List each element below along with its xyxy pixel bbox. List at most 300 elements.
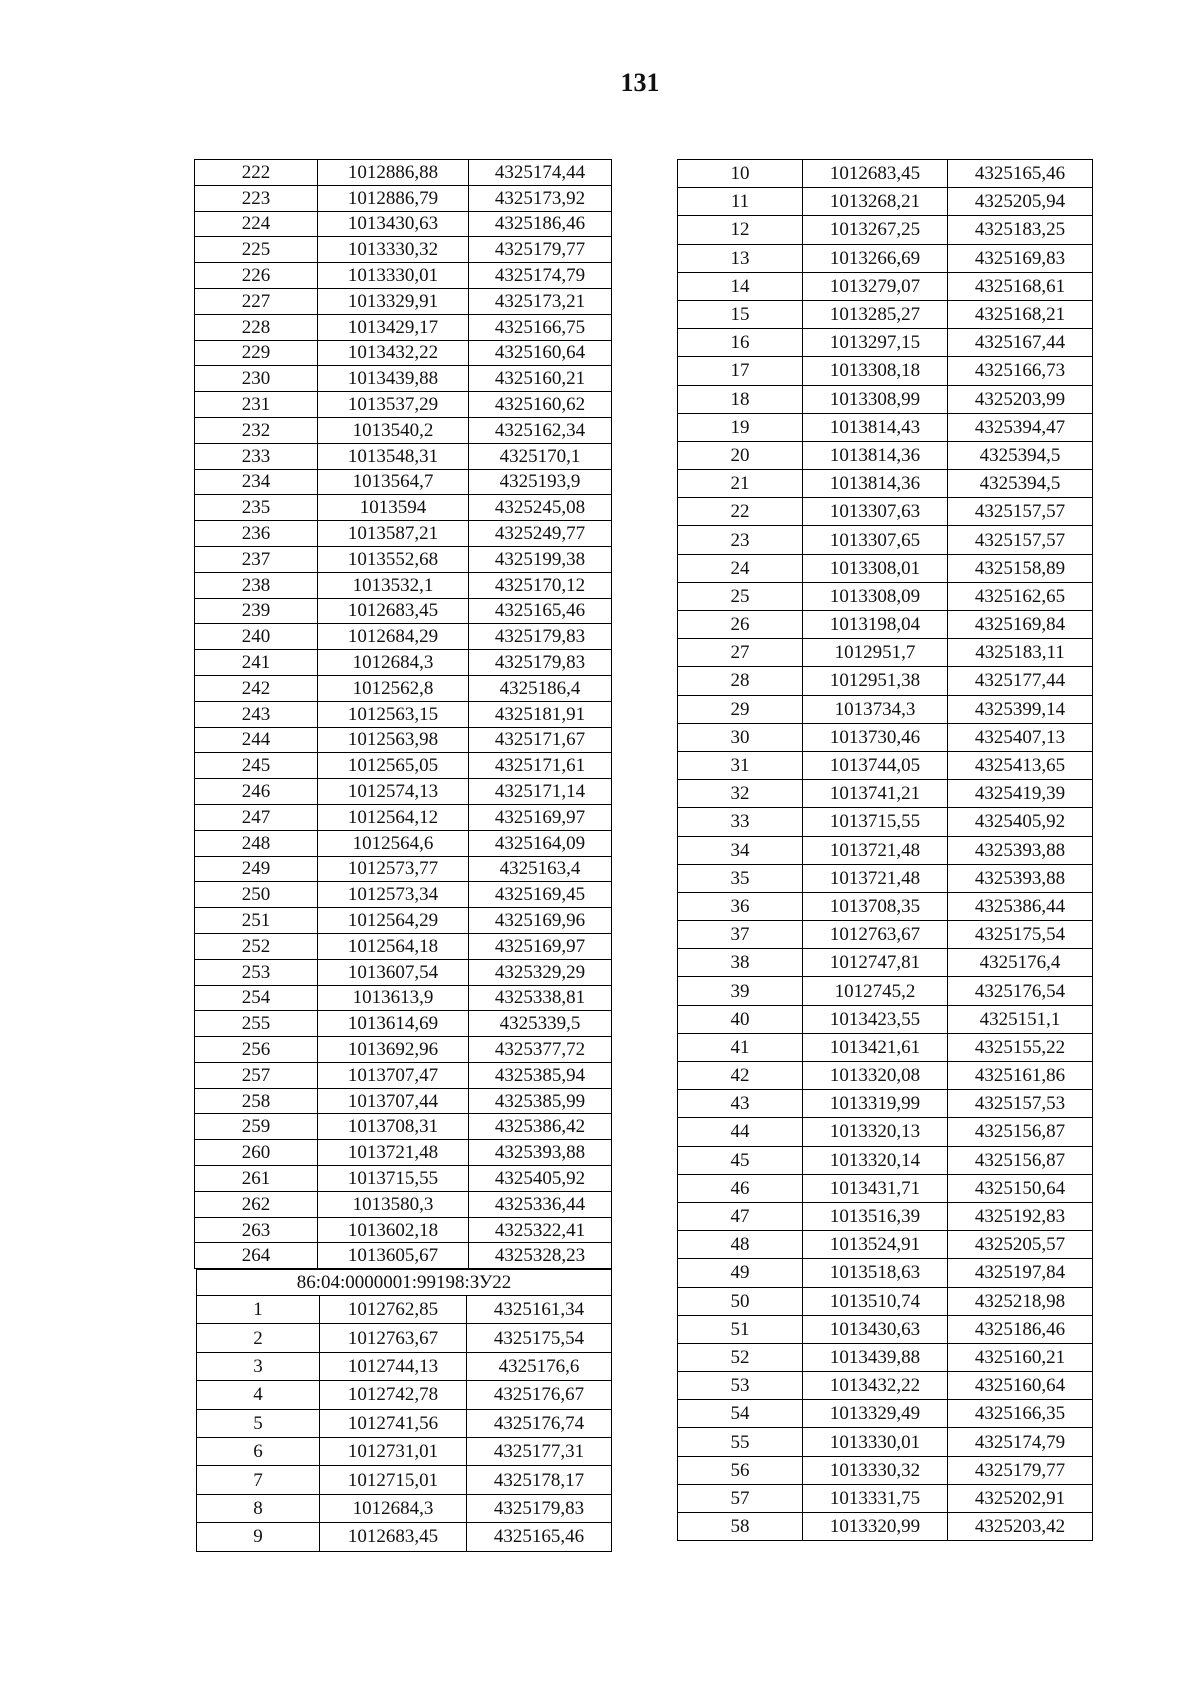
- table-row: [195, 933, 612, 959]
- point-number-cell: 19: [678, 413, 803, 441]
- y-coordinate-cell: 4325177,44: [948, 667, 1093, 695]
- table-row: [678, 272, 1093, 300]
- y-coordinate-cell: 4325171,14: [469, 779, 612, 805]
- table-row: [678, 160, 1093, 188]
- table-row: [678, 1146, 1093, 1174]
- y-coordinate-cell: 4325168,61: [948, 272, 1093, 300]
- y-coordinate-cell: 4325386,44: [948, 892, 1093, 920]
- y-coordinate-cell: 4325174,79: [948, 1428, 1093, 1456]
- point-number-cell: 37: [678, 921, 803, 949]
- x-coordinate-cell: 1012951,7: [803, 639, 948, 667]
- table-row: [678, 921, 1093, 949]
- y-coordinate-cell: 4325169,96: [469, 908, 612, 934]
- table-row: [678, 216, 1093, 244]
- x-coordinate-cell: 1013715,55: [803, 808, 948, 836]
- table-row: [678, 1231, 1093, 1259]
- point-number-cell: 51: [678, 1315, 803, 1343]
- table-row: [678, 357, 1093, 385]
- y-coordinate-cell: 4325338,81: [469, 985, 612, 1011]
- table-row: [678, 723, 1093, 751]
- y-coordinate-cell: 4325171,67: [469, 727, 612, 753]
- x-coordinate-cell: 1013430,63: [803, 1315, 948, 1343]
- point-number-cell: 244: [195, 727, 318, 753]
- point-number-cell: 7: [197, 1466, 320, 1494]
- table-row: [678, 864, 1093, 892]
- x-coordinate-cell: 1013421,61: [803, 1033, 948, 1061]
- y-coordinate-cell: 4325158,89: [948, 554, 1093, 582]
- point-number-cell: 245: [195, 753, 318, 779]
- page-number: 131: [620, 68, 660, 97]
- x-coordinate-cell: 1012684,3: [320, 1494, 467, 1522]
- point-number-cell: 57: [678, 1484, 803, 1512]
- point-number-cell: 9: [197, 1523, 320, 1551]
- table-row: [678, 808, 1093, 836]
- y-coordinate-cell: 4325151,1: [948, 1005, 1093, 1033]
- table-row: [678, 1372, 1093, 1400]
- y-coordinate-cell: 4325377,72: [469, 1037, 612, 1063]
- x-coordinate-cell: 1013297,15: [803, 329, 948, 357]
- x-coordinate-cell: 1013430,63: [318, 211, 469, 237]
- y-coordinate-cell: 4325168,21: [948, 300, 1093, 328]
- point-number-cell: 18: [678, 385, 803, 413]
- table-row: [678, 498, 1093, 526]
- x-coordinate-cell: 1013431,71: [803, 1174, 948, 1202]
- table-row: [678, 582, 1093, 610]
- point-number-cell: 41: [678, 1033, 803, 1061]
- point-number-cell: 232: [195, 417, 318, 443]
- point-number-cell: 26: [678, 611, 803, 639]
- y-coordinate-cell: 4325407,13: [948, 723, 1093, 751]
- table-row: [195, 624, 612, 650]
- y-coordinate-cell: 4325169,84: [948, 611, 1093, 639]
- point-number-cell: 242: [195, 675, 318, 701]
- y-coordinate-cell: 4325245,08: [469, 495, 612, 521]
- x-coordinate-cell: 1012684,29: [318, 624, 469, 650]
- x-coordinate-cell: 1013540,2: [318, 417, 469, 443]
- y-coordinate-cell: 4325183,11: [948, 639, 1093, 667]
- point-number-cell: 238: [195, 572, 318, 598]
- x-coordinate-cell: 1012886,88: [318, 160, 469, 186]
- x-coordinate-cell: 1012763,67: [803, 921, 948, 949]
- table-row: [678, 526, 1093, 554]
- point-number-cell: 30: [678, 723, 803, 751]
- y-coordinate-cell: 4325405,92: [948, 808, 1093, 836]
- point-number-cell: 17: [678, 357, 803, 385]
- x-coordinate-cell: 1013564,7: [318, 469, 469, 495]
- table-row: [678, 244, 1093, 272]
- x-coordinate-cell: 1013266,69: [803, 244, 948, 272]
- x-coordinate-cell: 1013319,99: [803, 1090, 948, 1118]
- y-coordinate-cell: 4325165,46: [948, 160, 1093, 188]
- table-row: [197, 1381, 612, 1409]
- point-number-cell: 4: [197, 1381, 320, 1409]
- point-number-cell: 264: [195, 1243, 318, 1269]
- y-coordinate-cell: 4325161,86: [948, 1062, 1093, 1090]
- table-row: [195, 830, 612, 856]
- x-coordinate-cell: 1012564,12: [318, 804, 469, 830]
- x-coordinate-cell: 1013330,32: [803, 1456, 948, 1484]
- y-coordinate-cell: 4325155,22: [948, 1033, 1093, 1061]
- x-coordinate-cell: 1012574,13: [318, 779, 469, 805]
- x-coordinate-cell: 1013516,39: [803, 1202, 948, 1230]
- y-coordinate-cell: 4325175,54: [948, 921, 1093, 949]
- x-coordinate-cell: 1012565,05: [318, 753, 469, 779]
- table-row: [195, 521, 612, 547]
- y-coordinate-cell: 4325322,41: [469, 1217, 612, 1243]
- y-coordinate-cell: 4325328,23: [469, 1243, 612, 1269]
- table-row: [678, 1174, 1093, 1202]
- point-number-cell: 42: [678, 1062, 803, 1090]
- point-number-cell: 263: [195, 1217, 318, 1243]
- point-number-cell: 43: [678, 1090, 803, 1118]
- table-row: [678, 892, 1093, 920]
- point-number-cell: 33: [678, 808, 803, 836]
- table-row: [195, 288, 612, 314]
- x-coordinate-cell: 1013613,9: [318, 985, 469, 1011]
- x-coordinate-cell: 1013707,44: [318, 1088, 469, 1114]
- point-number-cell: 56: [678, 1456, 803, 1484]
- y-coordinate-cell: 4325203,99: [948, 385, 1093, 413]
- table-row: [678, 695, 1093, 723]
- y-coordinate-cell: 4325156,87: [948, 1146, 1093, 1174]
- point-number-cell: 5: [197, 1409, 320, 1437]
- point-number-cell: 251: [195, 908, 318, 934]
- point-number-cell: 12: [678, 216, 803, 244]
- point-number-cell: 228: [195, 314, 318, 340]
- x-coordinate-cell: 1012564,6: [318, 830, 469, 856]
- y-coordinate-cell: 4325179,77: [948, 1456, 1093, 1484]
- table-row: [678, 413, 1093, 441]
- point-number-cell: 248: [195, 830, 318, 856]
- table-row: [678, 1400, 1093, 1428]
- point-number-cell: 10: [678, 160, 803, 188]
- y-coordinate-cell: 4325156,87: [948, 1118, 1093, 1146]
- x-coordinate-cell: 1013331,75: [803, 1484, 948, 1512]
- point-number-cell: 223: [195, 185, 318, 211]
- section-caption: 86:04:0000001:99198:ЗУ22: [196, 1269, 612, 1296]
- table-row: [197, 1494, 612, 1522]
- point-number-cell: 257: [195, 1062, 318, 1088]
- table-row: [197, 1466, 612, 1494]
- x-coordinate-cell: 1013429,17: [318, 314, 469, 340]
- y-coordinate-cell: 4325163,4: [469, 856, 612, 882]
- point-number-cell: 31: [678, 751, 803, 779]
- table-row: [195, 1011, 612, 1037]
- table-row: [195, 495, 612, 521]
- point-number-cell: 38: [678, 949, 803, 977]
- y-coordinate-cell: 4325249,77: [469, 521, 612, 547]
- x-coordinate-cell: 1012731,01: [320, 1437, 467, 1465]
- x-coordinate-cell: 1013730,46: [803, 723, 948, 751]
- y-coordinate-cell: 4325173,21: [469, 288, 612, 314]
- table-row: [195, 1191, 612, 1217]
- y-coordinate-cell: 4325394,5: [948, 470, 1093, 498]
- y-coordinate-cell: 4325178,17: [467, 1466, 612, 1494]
- point-number-cell: 20: [678, 441, 803, 469]
- point-number-cell: 260: [195, 1140, 318, 1166]
- table-row: [195, 598, 612, 624]
- x-coordinate-cell: 1013320,08: [803, 1062, 948, 1090]
- y-coordinate-cell: 4325169,45: [469, 882, 612, 908]
- point-number-cell: 247: [195, 804, 318, 830]
- x-coordinate-cell: 1013268,21: [803, 188, 948, 216]
- y-coordinate-cell: 4325170,1: [469, 443, 612, 469]
- point-number-cell: 237: [195, 546, 318, 572]
- y-coordinate-cell: 4325179,83: [469, 650, 612, 676]
- x-coordinate-cell: 1013285,27: [803, 300, 948, 328]
- point-number-cell: 239: [195, 598, 318, 624]
- x-coordinate-cell: 1013320,14: [803, 1146, 948, 1174]
- x-coordinate-cell: 1013308,09: [803, 582, 948, 610]
- point-number-cell: 45: [678, 1146, 803, 1174]
- coordinates-table-right: [677, 159, 1093, 1541]
- table-row: [195, 314, 612, 340]
- y-coordinate-cell: 4325174,79: [469, 263, 612, 289]
- x-coordinate-cell: 1013721,48: [803, 864, 948, 892]
- table-row: [678, 1287, 1093, 1315]
- y-coordinate-cell: 4325181,91: [469, 701, 612, 727]
- y-coordinate-cell: 4325161,34: [467, 1296, 612, 1324]
- table-row: [678, 639, 1093, 667]
- point-number-cell: 21: [678, 470, 803, 498]
- x-coordinate-cell: 1012563,98: [318, 727, 469, 753]
- point-number-cell: 23: [678, 526, 803, 554]
- point-number-cell: 14: [678, 272, 803, 300]
- y-coordinate-cell: 4325157,57: [948, 526, 1093, 554]
- table-row: [195, 160, 612, 186]
- point-number-cell: 254: [195, 985, 318, 1011]
- point-number-cell: 25: [678, 582, 803, 610]
- x-coordinate-cell: 1013552,68: [318, 546, 469, 572]
- y-coordinate-cell: 4325170,12: [469, 572, 612, 598]
- table-row: [678, 1090, 1093, 1118]
- y-coordinate-cell: 4325176,67: [467, 1381, 612, 1409]
- table-row: [197, 1296, 612, 1324]
- table-row: [195, 675, 612, 701]
- x-coordinate-cell: 1013744,05: [803, 751, 948, 779]
- y-coordinate-cell: 4325171,61: [469, 753, 612, 779]
- x-coordinate-cell: 1013721,48: [318, 1140, 469, 1166]
- table-row: [678, 836, 1093, 864]
- y-coordinate-cell: 4325393,88: [469, 1140, 612, 1166]
- y-coordinate-cell: 4325166,35: [948, 1400, 1093, 1428]
- y-coordinate-cell: 4325205,57: [948, 1231, 1093, 1259]
- y-coordinate-cell: 4325192,83: [948, 1202, 1093, 1230]
- point-number-cell: 6: [197, 1437, 320, 1465]
- table-row: [195, 1217, 612, 1243]
- x-coordinate-cell: 1013707,47: [318, 1062, 469, 1088]
- y-coordinate-cell: 4325399,14: [948, 695, 1093, 723]
- table-row: [195, 392, 612, 418]
- x-coordinate-cell: 1013708,35: [803, 892, 948, 920]
- y-coordinate-cell: 4325393,88: [948, 864, 1093, 892]
- x-coordinate-cell: 1013308,01: [803, 554, 948, 582]
- table-row: [195, 340, 612, 366]
- y-coordinate-cell: 4325164,09: [469, 830, 612, 856]
- table-row: [195, 185, 612, 211]
- y-coordinate-cell: 4325419,39: [948, 780, 1093, 808]
- table-row: [197, 1324, 612, 1352]
- x-coordinate-cell: 1013510,74: [803, 1287, 948, 1315]
- table-row: [195, 650, 612, 676]
- y-coordinate-cell: 4325329,29: [469, 959, 612, 985]
- x-coordinate-cell: 1013614,69: [318, 1011, 469, 1037]
- table-row: [678, 751, 1093, 779]
- x-coordinate-cell: 1013330,32: [318, 237, 469, 263]
- y-coordinate-cell: 4325169,97: [469, 933, 612, 959]
- y-coordinate-cell: 4325339,5: [469, 1011, 612, 1037]
- table-row: [195, 546, 612, 572]
- table-row: [678, 300, 1093, 328]
- y-coordinate-cell: 4325169,97: [469, 804, 612, 830]
- x-coordinate-cell: 1012741,56: [320, 1409, 467, 1437]
- y-coordinate-cell: 4325394,5: [948, 441, 1093, 469]
- y-coordinate-cell: 4325150,64: [948, 1174, 1093, 1202]
- point-number-cell: 262: [195, 1191, 318, 1217]
- x-coordinate-cell: 1012683,45: [318, 598, 469, 624]
- x-coordinate-cell: 1013524,91: [803, 1231, 948, 1259]
- y-coordinate-cell: 4325176,54: [948, 977, 1093, 1005]
- table-row: [678, 1259, 1093, 1287]
- y-coordinate-cell: 4325166,75: [469, 314, 612, 340]
- point-number-cell: 22: [678, 498, 803, 526]
- table-row: [195, 727, 612, 753]
- x-coordinate-cell: 1013580,3: [318, 1191, 469, 1217]
- table-row: [678, 780, 1093, 808]
- y-coordinate-cell: 4325393,88: [948, 836, 1093, 864]
- table-row: [195, 469, 612, 495]
- point-number-cell: 246: [195, 779, 318, 805]
- x-coordinate-cell: 1013432,22: [803, 1372, 948, 1400]
- x-coordinate-cell: 1013548,31: [318, 443, 469, 469]
- point-number-cell: 3: [197, 1352, 320, 1380]
- point-number-cell: 230: [195, 366, 318, 392]
- y-coordinate-cell: 4325197,84: [948, 1259, 1093, 1287]
- x-coordinate-cell: 1013439,88: [318, 366, 469, 392]
- x-coordinate-cell: 1013330,01: [803, 1428, 948, 1456]
- point-number-cell: 225: [195, 237, 318, 263]
- point-number-cell: 15: [678, 300, 803, 328]
- point-number-cell: 226: [195, 263, 318, 289]
- point-number-cell: 58: [678, 1513, 803, 1541]
- point-number-cell: 252: [195, 933, 318, 959]
- point-number-cell: 261: [195, 1166, 318, 1192]
- x-coordinate-cell: 1013423,55: [803, 1005, 948, 1033]
- table-row: [678, 1513, 1093, 1541]
- point-number-cell: 8: [197, 1494, 320, 1522]
- table-row: [678, 470, 1093, 498]
- y-coordinate-cell: 4325176,6: [467, 1352, 612, 1380]
- point-number-cell: 32: [678, 780, 803, 808]
- point-number-cell: 231: [195, 392, 318, 418]
- point-number-cell: 234: [195, 469, 318, 495]
- point-number-cell: 36: [678, 892, 803, 920]
- x-coordinate-cell: 1013307,63: [803, 498, 948, 526]
- y-coordinate-cell: 4325166,73: [948, 357, 1093, 385]
- y-coordinate-cell: 4325157,53: [948, 1090, 1093, 1118]
- y-coordinate-cell: 4325160,62: [469, 392, 612, 418]
- table-row: [678, 1315, 1093, 1343]
- x-coordinate-cell: 1012742,78: [320, 1381, 467, 1409]
- point-number-cell: 52: [678, 1343, 803, 1371]
- y-coordinate-cell: 4325405,92: [469, 1166, 612, 1192]
- table-row: [678, 188, 1093, 216]
- y-coordinate-cell: 4325160,64: [469, 340, 612, 366]
- table-row: [678, 1005, 1093, 1033]
- y-coordinate-cell: 4325167,44: [948, 329, 1093, 357]
- y-coordinate-cell: 4325173,92: [469, 185, 612, 211]
- x-coordinate-cell: 1013692,96: [318, 1037, 469, 1063]
- x-coordinate-cell: 1012747,81: [803, 949, 948, 977]
- x-coordinate-cell: 1012745,2: [803, 977, 948, 1005]
- point-number-cell: 16: [678, 329, 803, 357]
- y-coordinate-cell: 4325386,42: [469, 1114, 612, 1140]
- table-row: [195, 1037, 612, 1063]
- x-coordinate-cell: 1012683,45: [320, 1523, 467, 1551]
- point-number-cell: 53: [678, 1372, 803, 1400]
- table-row: [195, 1243, 612, 1269]
- point-number-cell: 27: [678, 639, 803, 667]
- point-number-cell: 28: [678, 667, 803, 695]
- x-coordinate-cell: 1012951,38: [803, 667, 948, 695]
- table-row: [195, 1140, 612, 1166]
- table-row: [678, 977, 1093, 1005]
- x-coordinate-cell: 1012715,01: [320, 1466, 467, 1494]
- x-coordinate-cell: 1013320,99: [803, 1513, 948, 1541]
- point-number-cell: 54: [678, 1400, 803, 1428]
- table-row: [195, 779, 612, 805]
- y-coordinate-cell: 4325175,54: [467, 1324, 612, 1352]
- table-row: [195, 443, 612, 469]
- table-row: [678, 1456, 1093, 1484]
- table-row: [678, 554, 1093, 582]
- point-number-cell: 240: [195, 624, 318, 650]
- y-coordinate-cell: 4325176,74: [467, 1409, 612, 1437]
- point-number-cell: 236: [195, 521, 318, 547]
- table-row: [197, 1437, 612, 1465]
- x-coordinate-cell: 1013267,25: [803, 216, 948, 244]
- point-number-cell: 24: [678, 554, 803, 582]
- table-row: [195, 417, 612, 443]
- x-coordinate-cell: 1013439,88: [803, 1343, 948, 1371]
- table-row: [678, 949, 1093, 977]
- y-coordinate-cell: 4325202,91: [948, 1484, 1093, 1512]
- y-coordinate-cell: 4325157,57: [948, 498, 1093, 526]
- table-row: [678, 1343, 1093, 1371]
- x-coordinate-cell: 1013308,99: [803, 385, 948, 413]
- table-row: [195, 366, 612, 392]
- table-row: [678, 667, 1093, 695]
- x-coordinate-cell: 1013734,3: [803, 695, 948, 723]
- y-coordinate-cell: 4325413,65: [948, 751, 1093, 779]
- x-coordinate-cell: 1013432,22: [318, 340, 469, 366]
- y-coordinate-cell: 4325203,42: [948, 1513, 1093, 1541]
- x-coordinate-cell: 1012762,85: [320, 1296, 467, 1324]
- x-coordinate-cell: 1012763,67: [320, 1324, 467, 1352]
- x-coordinate-cell: 1013721,48: [803, 836, 948, 864]
- table-row: [195, 908, 612, 934]
- point-number-cell: 249: [195, 856, 318, 882]
- x-coordinate-cell: 1013814,36: [803, 441, 948, 469]
- point-number-cell: 224: [195, 211, 318, 237]
- table-row: [195, 1062, 612, 1088]
- table-row: [678, 1118, 1093, 1146]
- y-coordinate-cell: 4325160,21: [948, 1343, 1093, 1371]
- table-row: [678, 441, 1093, 469]
- x-coordinate-cell: 1013605,67: [318, 1243, 469, 1269]
- x-coordinate-cell: 1013708,31: [318, 1114, 469, 1140]
- y-coordinate-cell: 4325385,94: [469, 1062, 612, 1088]
